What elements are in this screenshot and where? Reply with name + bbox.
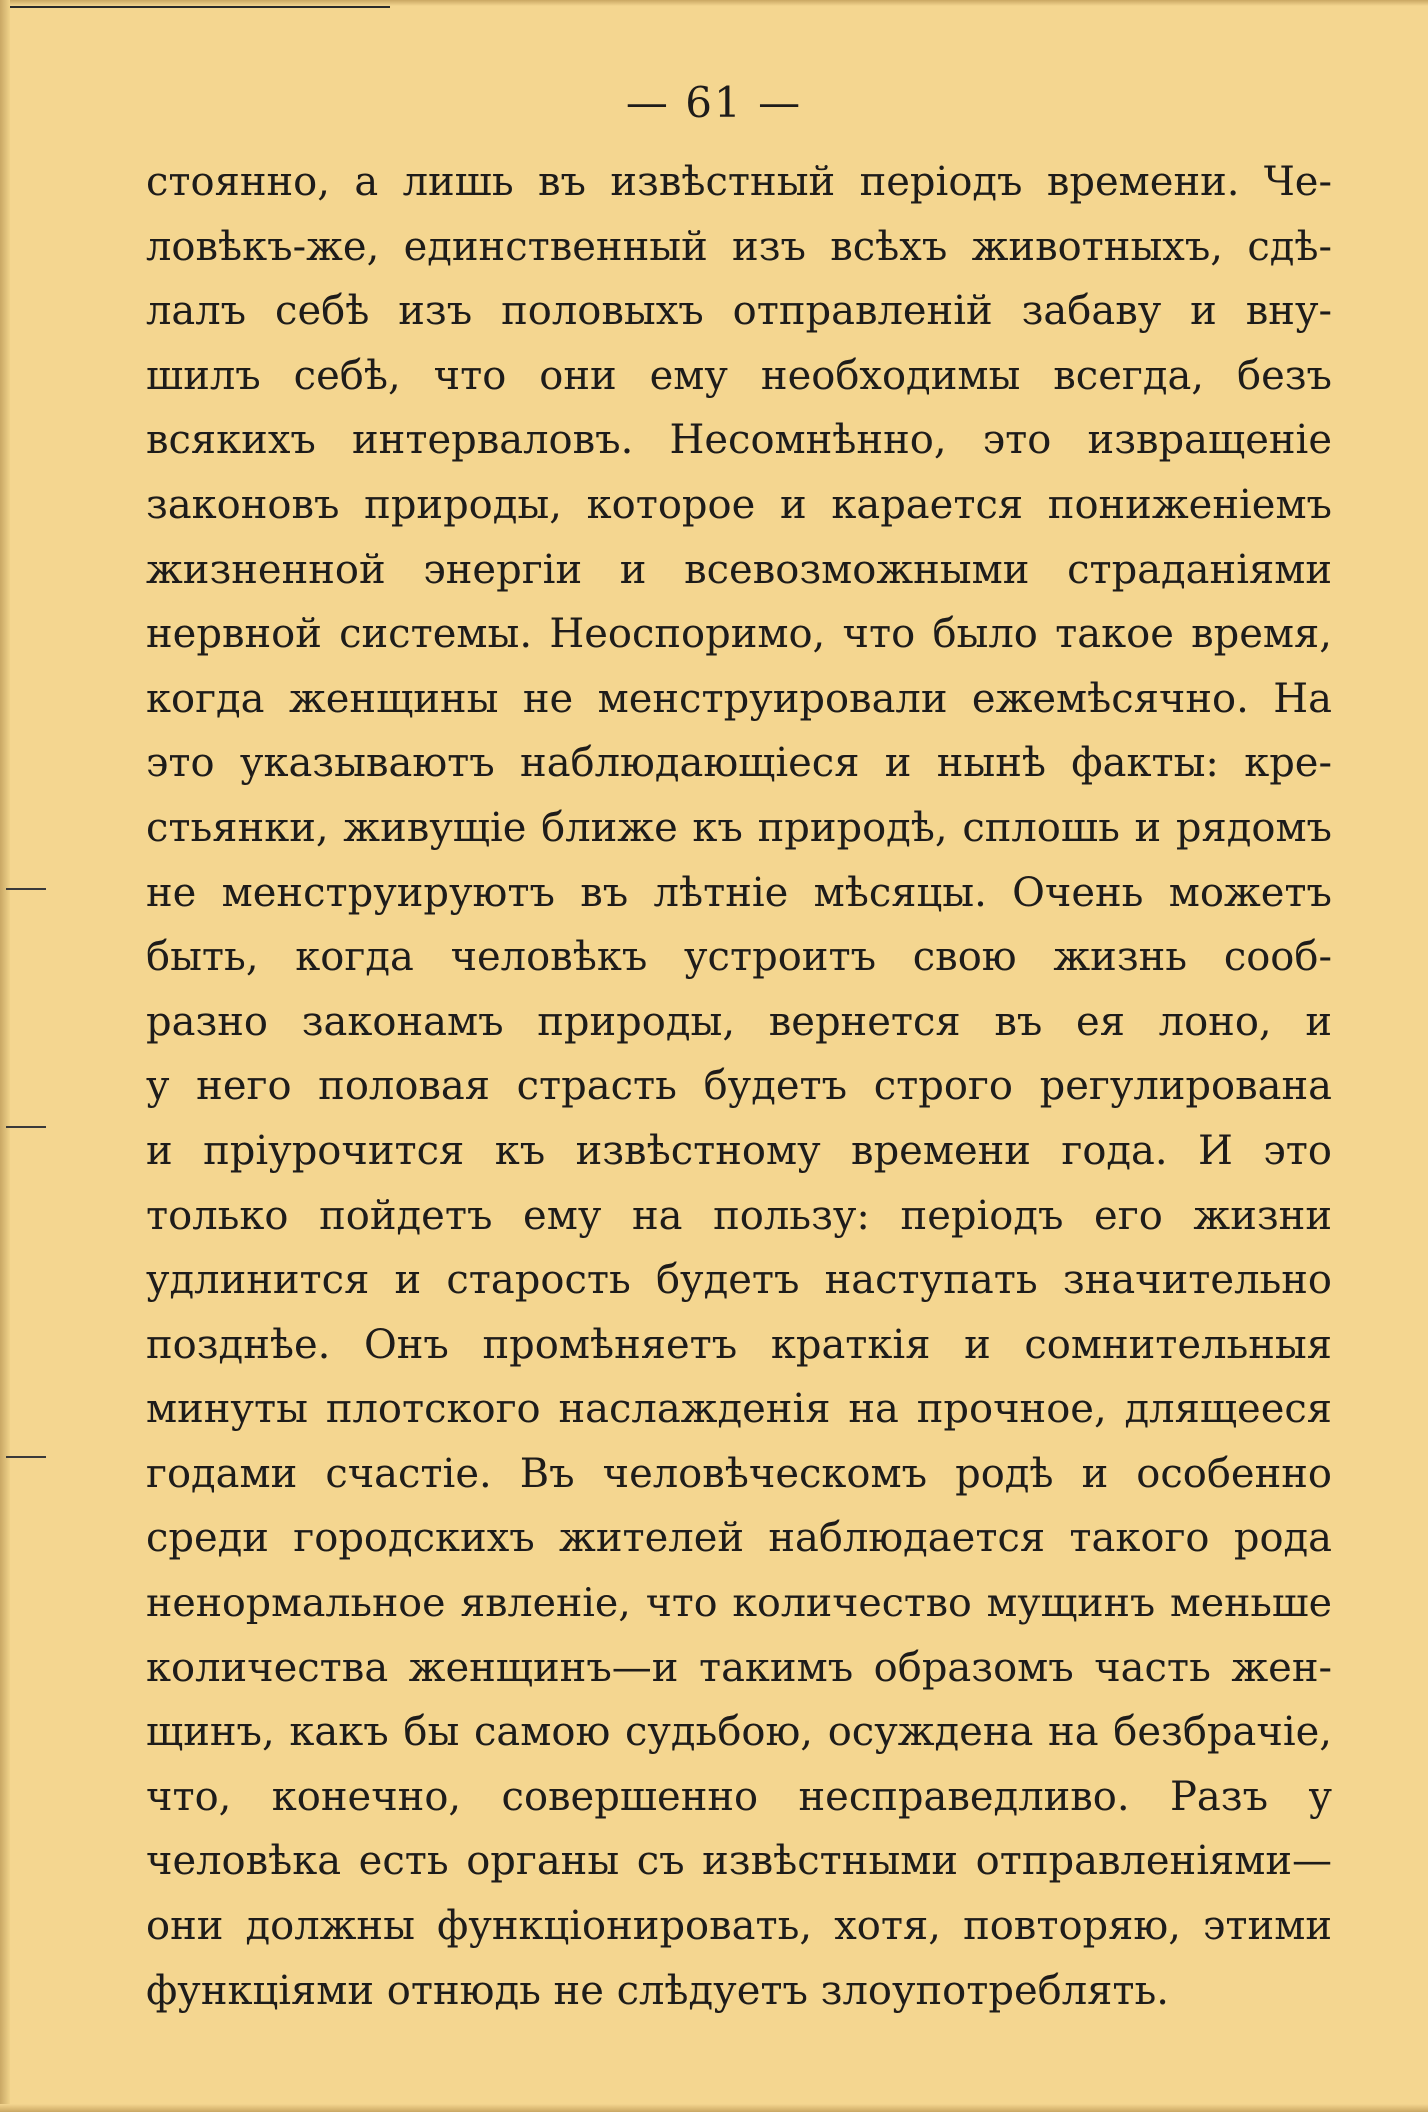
text-line: удлинится и старость будетъ наступать значительно xyxy=(146,1257,1332,1304)
text-line: ненормальное явленіе, что количество мущинъ меньше xyxy=(146,1580,1332,1627)
text-line: ловѣкъ-же, единственный изъ всѣхъ животныхъ, сдѣ- xyxy=(146,223,1332,270)
text-line: стьянки, живущіе ближе къ природѣ, сплошь и рядомъ xyxy=(146,804,1332,851)
text-line: и пріурочится къ извѣстному времени года. И это xyxy=(146,1127,1332,1174)
margin-mark xyxy=(6,888,46,890)
page-left-edge xyxy=(0,0,10,2112)
text-line: щинъ, какъ бы самою судьбою, осуждена на безбрачіе, xyxy=(146,1709,1332,1756)
text-line: шилъ себѣ, что они ему необходимы всегда, безъ xyxy=(146,352,1332,399)
top-rule xyxy=(10,6,390,8)
text-line: количества женщинъ—и такимъ образомъ часть жен- xyxy=(146,1644,1332,1691)
text-line: это указываютъ наблюдающіеся и нынѣ факты: кре- xyxy=(146,740,1332,787)
text-line: нервной системы. Неоспоримо, что было такое время, xyxy=(146,611,1332,658)
text-line: у него половая страсть будетъ строго регулирована xyxy=(146,1063,1332,1110)
text-line: когда женщины не менструировали ежемѣсячно. На xyxy=(146,675,1332,722)
text-line: законовъ природы, которое и карается пониженіемъ xyxy=(146,481,1332,528)
text-line: минуты плотского наслажденія на прочное, длящееся xyxy=(146,1386,1332,1433)
page-number: — 61 — xyxy=(625,78,803,127)
text-line: позднѣе. Онъ промѣняетъ краткія и сомнительныя xyxy=(146,1321,1332,1368)
text-line: стоянно, а лишь въ извѣстный періодъ времени. Че- xyxy=(146,159,1332,205)
text-line: жизненной энергіи и всевозможными страданіями xyxy=(146,546,1332,593)
text-line: лалъ себѣ изъ половыхъ отправленій забаву и вну- xyxy=(146,288,1332,335)
text-line: всякихъ интерваловъ. Несомнѣнно, это извращеніе xyxy=(146,417,1332,464)
text-line: годами счастіе. Въ человѣческомъ родѣ и особенно xyxy=(146,1450,1332,1497)
text-line: разно законамъ природы, вернется въ ея лоно, и xyxy=(146,998,1332,1045)
text-line: что, конечно, совершенно несправедливо. Разъ у xyxy=(146,1773,1332,1820)
body-text xyxy=(146,150,1332,2023)
text-line: среди городскихъ жителей наблюдается такого рода xyxy=(146,1515,1332,1562)
margin-mark xyxy=(6,1126,46,1128)
text-line: функціями отнюдь не слѣдуетъ злоупотреблять. xyxy=(146,1967,1170,2014)
text-line: человѣка есть органы съ извѣстными отправленіями— xyxy=(146,1838,1332,1885)
page-bottom-edge xyxy=(0,2104,1428,2112)
text-line: только пойдетъ ему на пользу: періодъ его жизни xyxy=(146,1192,1332,1239)
text-line: они должны функціонировать, хотя, повторяю, этими xyxy=(146,1903,1332,1950)
text-line: не менструируютъ въ лѣтніе мѣсяцы. Очень можетъ xyxy=(146,869,1332,916)
text-line: быть, когда человѣкъ устроитъ свою жизнь сооб- xyxy=(146,934,1332,981)
margin-mark xyxy=(6,1456,46,1458)
